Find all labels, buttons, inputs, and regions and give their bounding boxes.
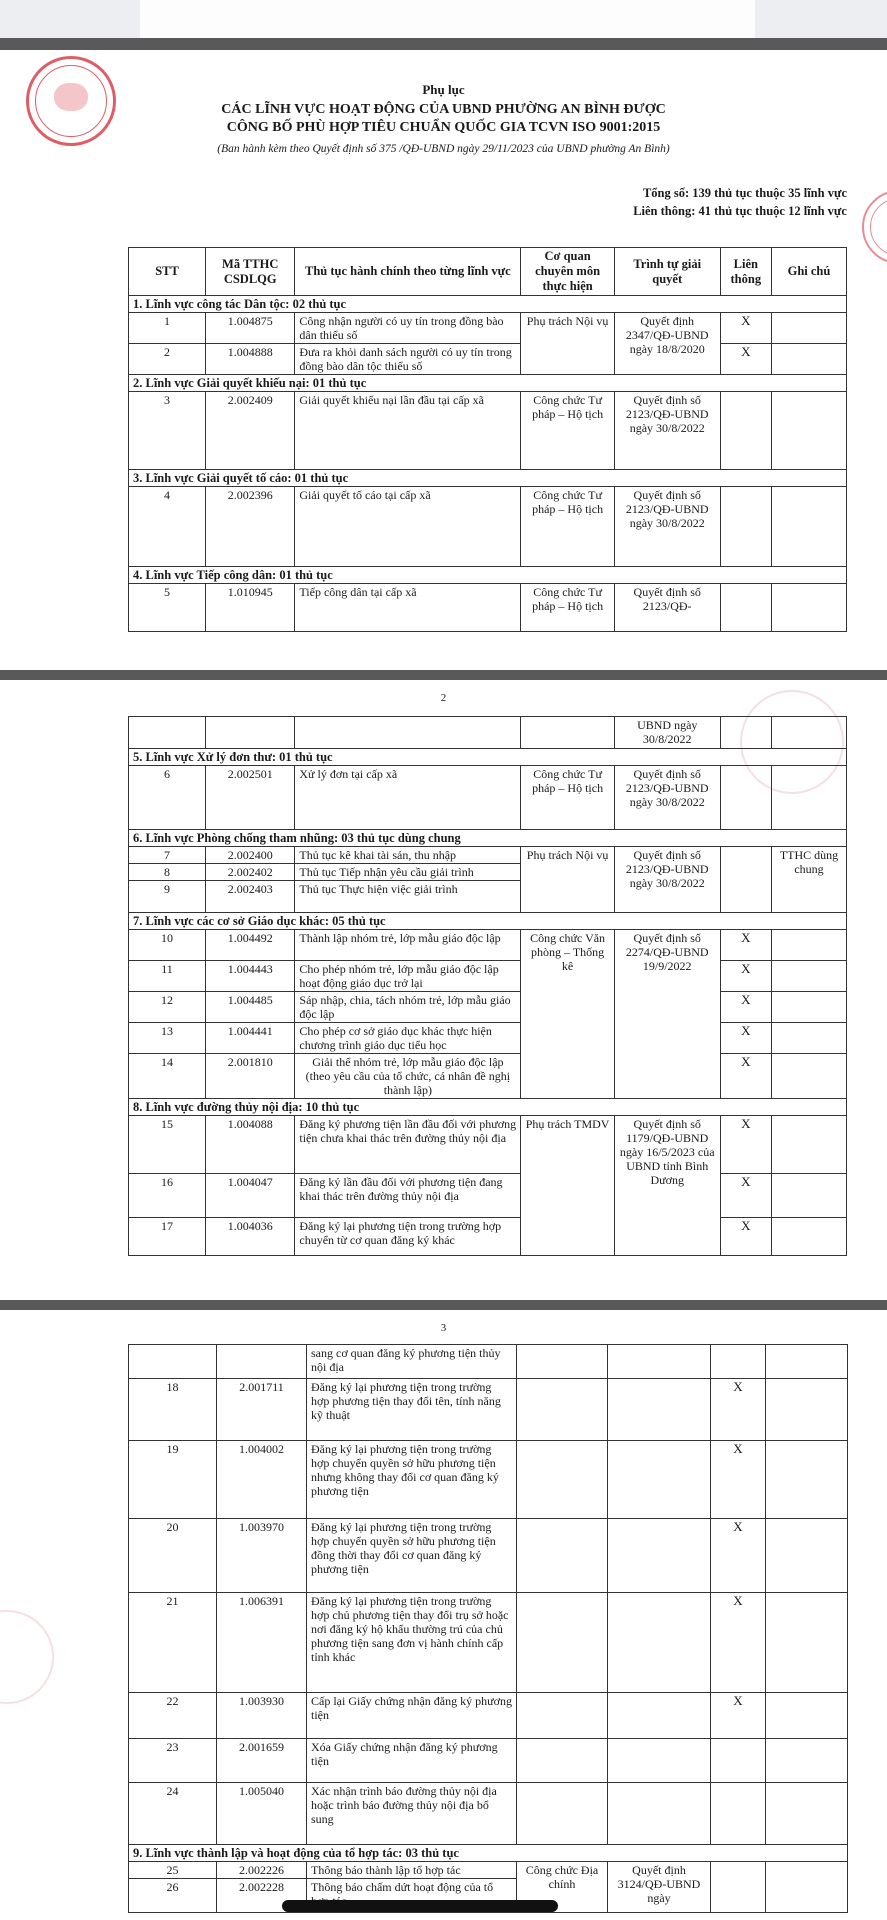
row-agency: Công chức Địa chính bbox=[517, 1862, 608, 1913]
table-row bbox=[129, 392, 847, 470]
row-procedure: Giải thể nhóm trẻ, lớp mẫu giáo độc lập (theo yêu cầu của tổ chức, cá nhân đề nghị thành lập) bbox=[295, 1054, 521, 1099]
row-agency: Công chức Văn phòng – Thống kê bbox=[521, 930, 614, 1099]
table-row bbox=[129, 1023, 847, 1054]
row-order: Quyết định 2347/QĐ-UBND ngày 18/8/2020 bbox=[614, 313, 720, 375]
row-order: Quyết định số 2123/QĐ-UBND ngày 30/8/2022 bbox=[614, 392, 720, 470]
row-note: TTHC dùng chung bbox=[771, 847, 846, 913]
header-stt: STT bbox=[129, 248, 206, 296]
row-linked-mark: X bbox=[720, 1218, 771, 1256]
row-code: 1.003930 bbox=[217, 1693, 307, 1739]
row-linked-mark: X bbox=[720, 313, 771, 344]
header-agency: Cơ quan chuyên môn thực hiện bbox=[521, 248, 614, 296]
row-code: 1.004875 bbox=[206, 313, 295, 344]
row-stt: 3 bbox=[129, 392, 206, 470]
interlinked-count: Liên thông: 41 thủ tục thuộc 12 lĩnh vực bbox=[633, 204, 847, 218]
table-row bbox=[129, 1116, 847, 1174]
section-heading: 4. Lĩnh vực Tiếp công dân: 01 thủ tục bbox=[129, 567, 847, 584]
header-order: Trình tự giải quyết bbox=[614, 248, 720, 296]
row-code: 2.002228 bbox=[217, 1879, 307, 1913]
row-code: 2.001711 bbox=[217, 1379, 307, 1441]
row-stt: 20 bbox=[129, 1519, 217, 1593]
row-stt: 24 bbox=[129, 1783, 217, 1845]
table-row bbox=[129, 961, 847, 992]
section-heading: 6. Lĩnh vực Phòng chống tham nhũng: 03 thủ tục dùng chung bbox=[129, 830, 847, 847]
section-heading: 8. Lĩnh vực đường thủy nội địa: 10 thủ tục bbox=[129, 1099, 847, 1116]
row-code: 1.006391 bbox=[217, 1593, 307, 1693]
row-procedure: Giải quyết khiếu nại lần đầu tại cấp xã bbox=[295, 392, 521, 470]
procedures-table-page-3 bbox=[128, 1344, 848, 1913]
table-row bbox=[129, 1441, 848, 1519]
row-stt: 8 bbox=[129, 864, 206, 881]
official-seal-icon bbox=[862, 190, 887, 264]
row-code: 1.004485 bbox=[206, 992, 295, 1023]
row-code: 2.002402 bbox=[206, 864, 295, 881]
row-stt: 26 bbox=[129, 1879, 217, 1913]
row-order: Quyết định số 1179/QĐ-UBND ngày 16/5/2023 của UBND tỉnh Bình Dương bbox=[614, 1116, 720, 1256]
row-agency: Phụ trách TMDV bbox=[521, 1116, 614, 1256]
redaction-bar bbox=[282, 1900, 558, 1912]
section-heading: 9. Lĩnh vực thành lập và hoạt động của tổ hợp tác: 03 thủ tục bbox=[129, 1845, 848, 1862]
row-stt: 12 bbox=[129, 992, 206, 1023]
row-procedure: Đăng ký lại phương tiện trong trường hợp phương tiện thay đổi tên, tính năng kỹ thuật bbox=[307, 1379, 517, 1441]
row-code: 1.004888 bbox=[206, 344, 295, 375]
row-code: 2.002396 bbox=[206, 487, 295, 567]
row-linked-mark: X bbox=[720, 1174, 771, 1218]
row-code: 1.004036 bbox=[206, 1218, 295, 1256]
row-procedure: Đăng ký lại phương tiện trong trường hợp chủ phương tiện thay đổi trụ sở hoặc nơi đăng ký hộ khẩu thường trú của chủ phương tiện sang đơn vị hành chính cấp tỉnh khác bbox=[307, 1593, 517, 1693]
table-row bbox=[129, 1739, 848, 1783]
row-stt: 10 bbox=[129, 930, 206, 961]
header-code: Mã TTHC CSDLQG bbox=[206, 248, 295, 296]
row-procedure: Đăng ký lần đầu đối với phương tiện đang khai thác trên đường thủy nội địa bbox=[295, 1174, 521, 1218]
table-row bbox=[129, 1783, 848, 1845]
row-code: 1.004088 bbox=[206, 1116, 295, 1174]
header-procedure: Thủ tục hành chính theo từng lĩnh vực bbox=[295, 248, 521, 296]
row-stt: 2 bbox=[129, 344, 206, 375]
row-procedure: Thủ tục Tiếp nhận yêu cầu giải trình bbox=[295, 864, 521, 881]
row-stt: 23 bbox=[129, 1739, 217, 1783]
row-code: 1.004443 bbox=[206, 961, 295, 992]
row-stt: 16 bbox=[129, 1174, 206, 1218]
table-row bbox=[129, 1054, 847, 1099]
table-row bbox=[129, 1593, 848, 1693]
total-count: Tổng số: 139 thủ tục thuộc 35 lĩnh vực bbox=[642, 186, 847, 200]
row-procedure: Cấp lại Giấy chứng nhận đăng ký phương tiện bbox=[307, 1693, 517, 1739]
row-procedure: Xác nhận trình báo đường thủy nội địa hoặc trình báo đường thủy nội địa bổ sung bbox=[307, 1783, 517, 1845]
row-agency: Công chức Tư pháp – Hộ tịch bbox=[521, 766, 614, 830]
row-agency: Phụ trách Nội vụ bbox=[521, 847, 614, 913]
row-procedure: Thông báo chấm dứt hoạt động của tổ bbox=[307, 1879, 517, 1913]
row-stt: 22 bbox=[129, 1693, 217, 1739]
row-code: 2.002226 bbox=[217, 1862, 307, 1879]
document-page-1 bbox=[0, 50, 887, 670]
row-procedure: Đăng ký phương tiện lần đầu đối với phương tiện chưa khai thác trên đường thủy nội địa bbox=[295, 1116, 521, 1174]
row-linked-mark: X bbox=[711, 1593, 766, 1693]
row-linked-mark: X bbox=[720, 1054, 771, 1099]
row-linked-mark: X bbox=[720, 961, 771, 992]
row-procedure: Thủ tục kê khai tài sản, thu nhập bbox=[295, 847, 521, 864]
row-stt: 9 bbox=[129, 881, 206, 913]
row-procedure: Xóa Giấy chứng nhận đăng ký phương tiện bbox=[307, 1739, 517, 1783]
row-stt: 14 bbox=[129, 1054, 206, 1099]
document-subtitle: (Ban hành kèm theo Quyết định số 375 /QĐ-UBND ngày 29/11/2023 của UBND phường An Bình) bbox=[217, 143, 670, 155]
row-code: 2.002403 bbox=[206, 881, 295, 913]
row-agency: Phụ trách Nội vụ bbox=[521, 313, 614, 375]
row-procedure: Cho phép cơ sở giáo dục khác thực hiện chương trình giáo dục tiểu học bbox=[295, 1023, 521, 1054]
row-code: 1.004492 bbox=[206, 930, 295, 961]
section-heading: 7. Lĩnh vực các cơ sở Giáo dục khác: 05 thủ tục bbox=[129, 913, 847, 930]
row-code: 1.005040 bbox=[217, 1783, 307, 1845]
table-row bbox=[129, 766, 847, 830]
row-procedure: Thông báo thành lập tổ hợp tác bbox=[307, 1862, 517, 1879]
table-row bbox=[129, 487, 847, 567]
row-linked-mark: X bbox=[720, 992, 771, 1023]
row-stt: 15 bbox=[129, 1116, 206, 1174]
row-linked-mark: X bbox=[720, 344, 771, 375]
row-order: Quyết định 3124/QĐ-UBND ngày bbox=[608, 1862, 711, 1913]
table-row bbox=[129, 1218, 847, 1256]
row-procedure: Thành lập nhóm trẻ, lớp mẫu giáo độc lập bbox=[295, 930, 521, 961]
row-linked-mark: X bbox=[711, 1519, 766, 1593]
row-stt: 11 bbox=[129, 961, 206, 992]
section-heading: 3. Lĩnh vực Giải quyết tố cáo: 01 thủ tục bbox=[129, 470, 847, 487]
row-order: Quyết định số 2274/QĐ-UBND 19/9/2022 bbox=[614, 930, 720, 1099]
table-row bbox=[129, 1693, 848, 1739]
row-stt: 19 bbox=[129, 1441, 217, 1519]
row-stt: 5 bbox=[129, 584, 206, 632]
row-code: 1.004047 bbox=[206, 1174, 295, 1218]
document-title-line-1: CÁC LĨNH VỰC HOẠT ĐỘNG CỦA UBND PHƯỜNG AN BÌNH ĐƯỢC bbox=[221, 102, 666, 117]
row-stt: 18 bbox=[129, 1379, 217, 1441]
row-linked-mark: X bbox=[711, 1379, 766, 1441]
document-title-line-2: CÔNG BỐ PHÙ HỢP TIÊU CHUẨN QUỐC GIA TCVN ISO 9001:2015 bbox=[226, 120, 661, 135]
table-row bbox=[129, 992, 847, 1023]
row-order: Quyết định số 2123/QĐ-UBND ngày 30/8/2022 bbox=[614, 487, 720, 567]
header-note: Ghi chú bbox=[771, 248, 846, 296]
row-order: Quyết định số 2123/QĐ-UBND ngày 30/8/2022 bbox=[614, 847, 720, 913]
table-row bbox=[129, 344, 847, 375]
row-procedure: sang cơ quan đăng ký phương tiện thủy nội địa bbox=[307, 1345, 517, 1379]
row-procedure: Xử lý đơn tại cấp xã bbox=[295, 766, 521, 830]
row-linked-mark: X bbox=[711, 1693, 766, 1739]
table-row bbox=[129, 1862, 848, 1879]
row-code: 1.003970 bbox=[217, 1519, 307, 1593]
row-procedure: Sáp nhập, chia, tách nhóm trẻ, lớp mẫu giáo độc lập bbox=[295, 992, 521, 1023]
table-row bbox=[129, 1345, 848, 1379]
table-row bbox=[129, 930, 847, 961]
row-procedure: Cho phép nhóm trẻ, lớp mẫu giáo độc lập hoạt động giáo dục trở lại bbox=[295, 961, 521, 992]
row-stt: 1 bbox=[129, 313, 206, 344]
row-order: UBND ngày 30/8/2022 bbox=[614, 717, 720, 749]
row-procedure: Thủ tục Thực hiện việc giải trình bbox=[295, 881, 521, 913]
row-code: 2.002409 bbox=[206, 392, 295, 470]
row-agency: Công chức Tư pháp – Hộ tịch bbox=[521, 487, 614, 567]
row-procedure: Công nhận người có uy tín trong đồng bào dân thiểu số bbox=[295, 313, 521, 344]
row-code: 2.001659 bbox=[217, 1739, 307, 1783]
table-row bbox=[129, 1379, 848, 1441]
row-stt: 13 bbox=[129, 1023, 206, 1054]
row-code: 2.002400 bbox=[206, 847, 295, 864]
table-row bbox=[129, 717, 847, 749]
row-procedure: Tiếp công dân tại cấp xã bbox=[295, 584, 521, 632]
row-procedure: Đăng ký lại phương tiện trong trường hợp chuyển quyền sở hữu phương tiện nhưng không thay đổi cơ quan đăng ký phương tiện bbox=[307, 1441, 517, 1519]
procedures-table-page-1 bbox=[128, 247, 847, 632]
row-code: 2.002501 bbox=[206, 766, 295, 830]
row-code: 1.004002 bbox=[217, 1441, 307, 1519]
row-procedure: Đưa ra khỏi danh sách người có uy tín trong đồng bào dân tộc thiểu số bbox=[295, 344, 521, 375]
appendix-title: Phụ lục bbox=[422, 82, 465, 97]
row-stt: 7 bbox=[129, 847, 206, 864]
table-row bbox=[129, 847, 847, 864]
table-row bbox=[129, 313, 847, 344]
row-order: Quyết định số 2123/QĐ- bbox=[614, 584, 720, 632]
row-stt: 21 bbox=[129, 1593, 217, 1693]
row-linked-mark: X bbox=[720, 1023, 771, 1054]
row-linked-mark: X bbox=[720, 1116, 771, 1174]
table-row bbox=[129, 584, 847, 632]
row-order: Quyết định số 2123/QĐ-UBND ngày 30/8/2022 bbox=[614, 766, 720, 830]
row-stt: 25 bbox=[129, 1862, 217, 1879]
row-linked-mark: X bbox=[720, 930, 771, 961]
row-agency: Công chức Tư pháp – Hộ tịch bbox=[521, 392, 614, 470]
previous-page-edge bbox=[0, 0, 887, 38]
row-stt: 4 bbox=[129, 487, 206, 567]
section-heading: 1. Lĩnh vực công tác Dân tộc: 02 thủ tục bbox=[129, 296, 847, 313]
page-number: 2 bbox=[440, 692, 447, 704]
row-procedure: Giải quyết tố cáo tại cấp xã bbox=[295, 487, 521, 567]
row-procedure: Đăng ký lại phương tiện trong trường hợp chuyển quyền sở hữu phương tiện đồng thời thay đổi cơ quan đăng ký phương tiện bbox=[307, 1519, 517, 1593]
row-code: 1.004441 bbox=[206, 1023, 295, 1054]
document-page-2 bbox=[0, 680, 887, 1300]
row-procedure: Đăng ký lại phương tiện trong trường hợp chuyển từ cơ quan đăng ký khác bbox=[295, 1218, 521, 1256]
row-agency: Công chức Tư pháp – Hộ tịch bbox=[521, 584, 614, 632]
row-linked-mark: X bbox=[711, 1441, 766, 1519]
page-number: 3 bbox=[440, 1322, 447, 1334]
table-row bbox=[129, 1519, 848, 1593]
header-linked: Liên thông bbox=[720, 248, 771, 296]
row-code: 2.001810 bbox=[206, 1054, 295, 1099]
row-code: 1.010945 bbox=[206, 584, 295, 632]
row-stt: 6 bbox=[129, 766, 206, 830]
procedures-table-page-2 bbox=[128, 716, 847, 1256]
row-stt: 17 bbox=[129, 1218, 206, 1256]
table-row bbox=[129, 1174, 847, 1218]
section-heading: 5. Lĩnh vực Xử lý đơn thư: 01 thủ tục bbox=[129, 749, 847, 766]
document-page-3 bbox=[0, 1310, 887, 1920]
section-heading: 2. Lĩnh vực Giải quyết khiếu nại: 01 thủ tục bbox=[129, 375, 847, 392]
